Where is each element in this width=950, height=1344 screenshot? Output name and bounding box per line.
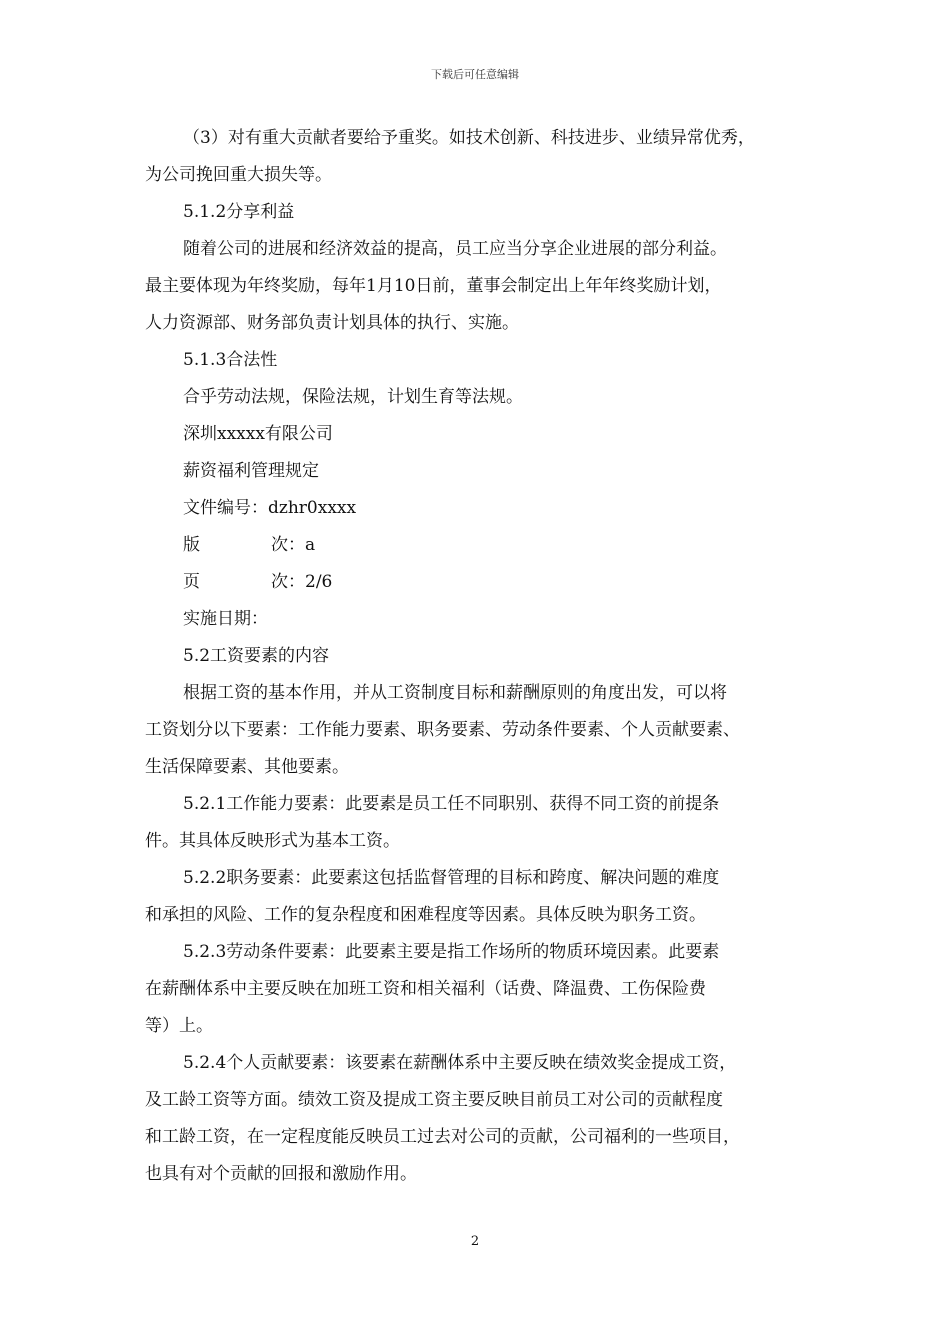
- implementation-date: 实施日期：: [183, 609, 268, 629]
- version-label: 版: [183, 535, 200, 555]
- paragraph-line: 及工龄工资等方面。绩效工资及提成工资主要反映目前员工对公司的贡献程度: [145, 1090, 723, 1110]
- paragraph-line: 工资划分以下要素：工作能力要素、职务要素、劳动条件要素、个人贡献要素、: [145, 720, 740, 740]
- paragraph-line: 也具有对个贡献的回报和激励作用。: [145, 1164, 417, 1184]
- paragraph-line: （3）对有重大贡献者要给予重奖。如技术创新、科技进步、业绩异常优秀，: [183, 128, 755, 148]
- paragraph-line: 和承担的风险、工作的复杂程度和困难程度等因素。具体反映为职务工资。: [145, 905, 706, 925]
- document-number: 文件编号：dzhr0xxxx: [183, 498, 357, 518]
- company-name: 深圳xxxxx有限公司: [183, 424, 333, 444]
- section-heading-5-2: 5.2工资要素的内容: [183, 646, 330, 666]
- paragraph-line: 5.2.3劳动条件要素：此要素主要是指工作场所的物质环境因素。此要素: [183, 942, 720, 962]
- paragraph-line: 根据工资的基本作用，并从工资制度目标和薪酬原则的角度出发，可以将: [183, 683, 727, 703]
- paragraph-line: 5.2.2职务要素：此要素这包括监督管理的目标和跨度、解决问题的难度: [183, 868, 720, 888]
- paragraph-line: 件。其具体反映形式为基本工资。: [145, 831, 400, 851]
- paragraph-line: 合乎劳动法规，保险法规，计划生育等法规。: [183, 387, 523, 407]
- paragraph-line: 随着公司的进展和经济效益的提高，员工应当分享企业进展的部分利益。: [183, 239, 727, 259]
- paragraph-line: 最主要体现为年终奖励，每年1月10日前，董事会制定出上年年终奖励计划，: [145, 276, 722, 296]
- page-line: [145, 564, 825, 601]
- paragraph-line: 为公司挽回重大损失等。: [145, 165, 332, 185]
- document-body: [145, 120, 825, 1193]
- section-heading-5-1-2: 5.1.2分享利益: [183, 202, 295, 222]
- page-label: 页: [183, 572, 200, 592]
- paragraph-line: 生活保障要素、其他要素。: [145, 757, 349, 777]
- paragraph-line: 5.2.4个人贡献要素：该要素在薪酬体系中主要反映在绩效奖金提成工资，: [183, 1053, 737, 1073]
- paragraph-line: 人力资源部、财务部负责计划具体的执行、实施。: [145, 313, 519, 333]
- paragraph-line: 和工龄工资，在一定程度能反映员工过去对公司的贡献，公司福利的一些项目，: [145, 1127, 740, 1147]
- version-value: 次：a: [271, 535, 316, 555]
- page-number: 2: [470, 1234, 480, 1249]
- section-heading-5-1-3: 5.1.3合法性: [183, 350, 278, 370]
- version-line: [145, 527, 825, 564]
- paragraph-line: 等）上。: [145, 1016, 213, 1036]
- page-header-note: 下载后可任意编辑: [431, 68, 519, 81]
- page-value: 次：2/6: [271, 572, 333, 592]
- paragraph-line: 5.2.1工作能力要素：此要素是员工任不同职别、获得不同工资的前提条: [183, 794, 720, 814]
- document-title: 薪资福利管理规定: [183, 461, 319, 481]
- paragraph-line: 在薪酬体系中主要反映在加班工资和相关福利（话费、降温费、工伤保险费: [145, 979, 706, 999]
